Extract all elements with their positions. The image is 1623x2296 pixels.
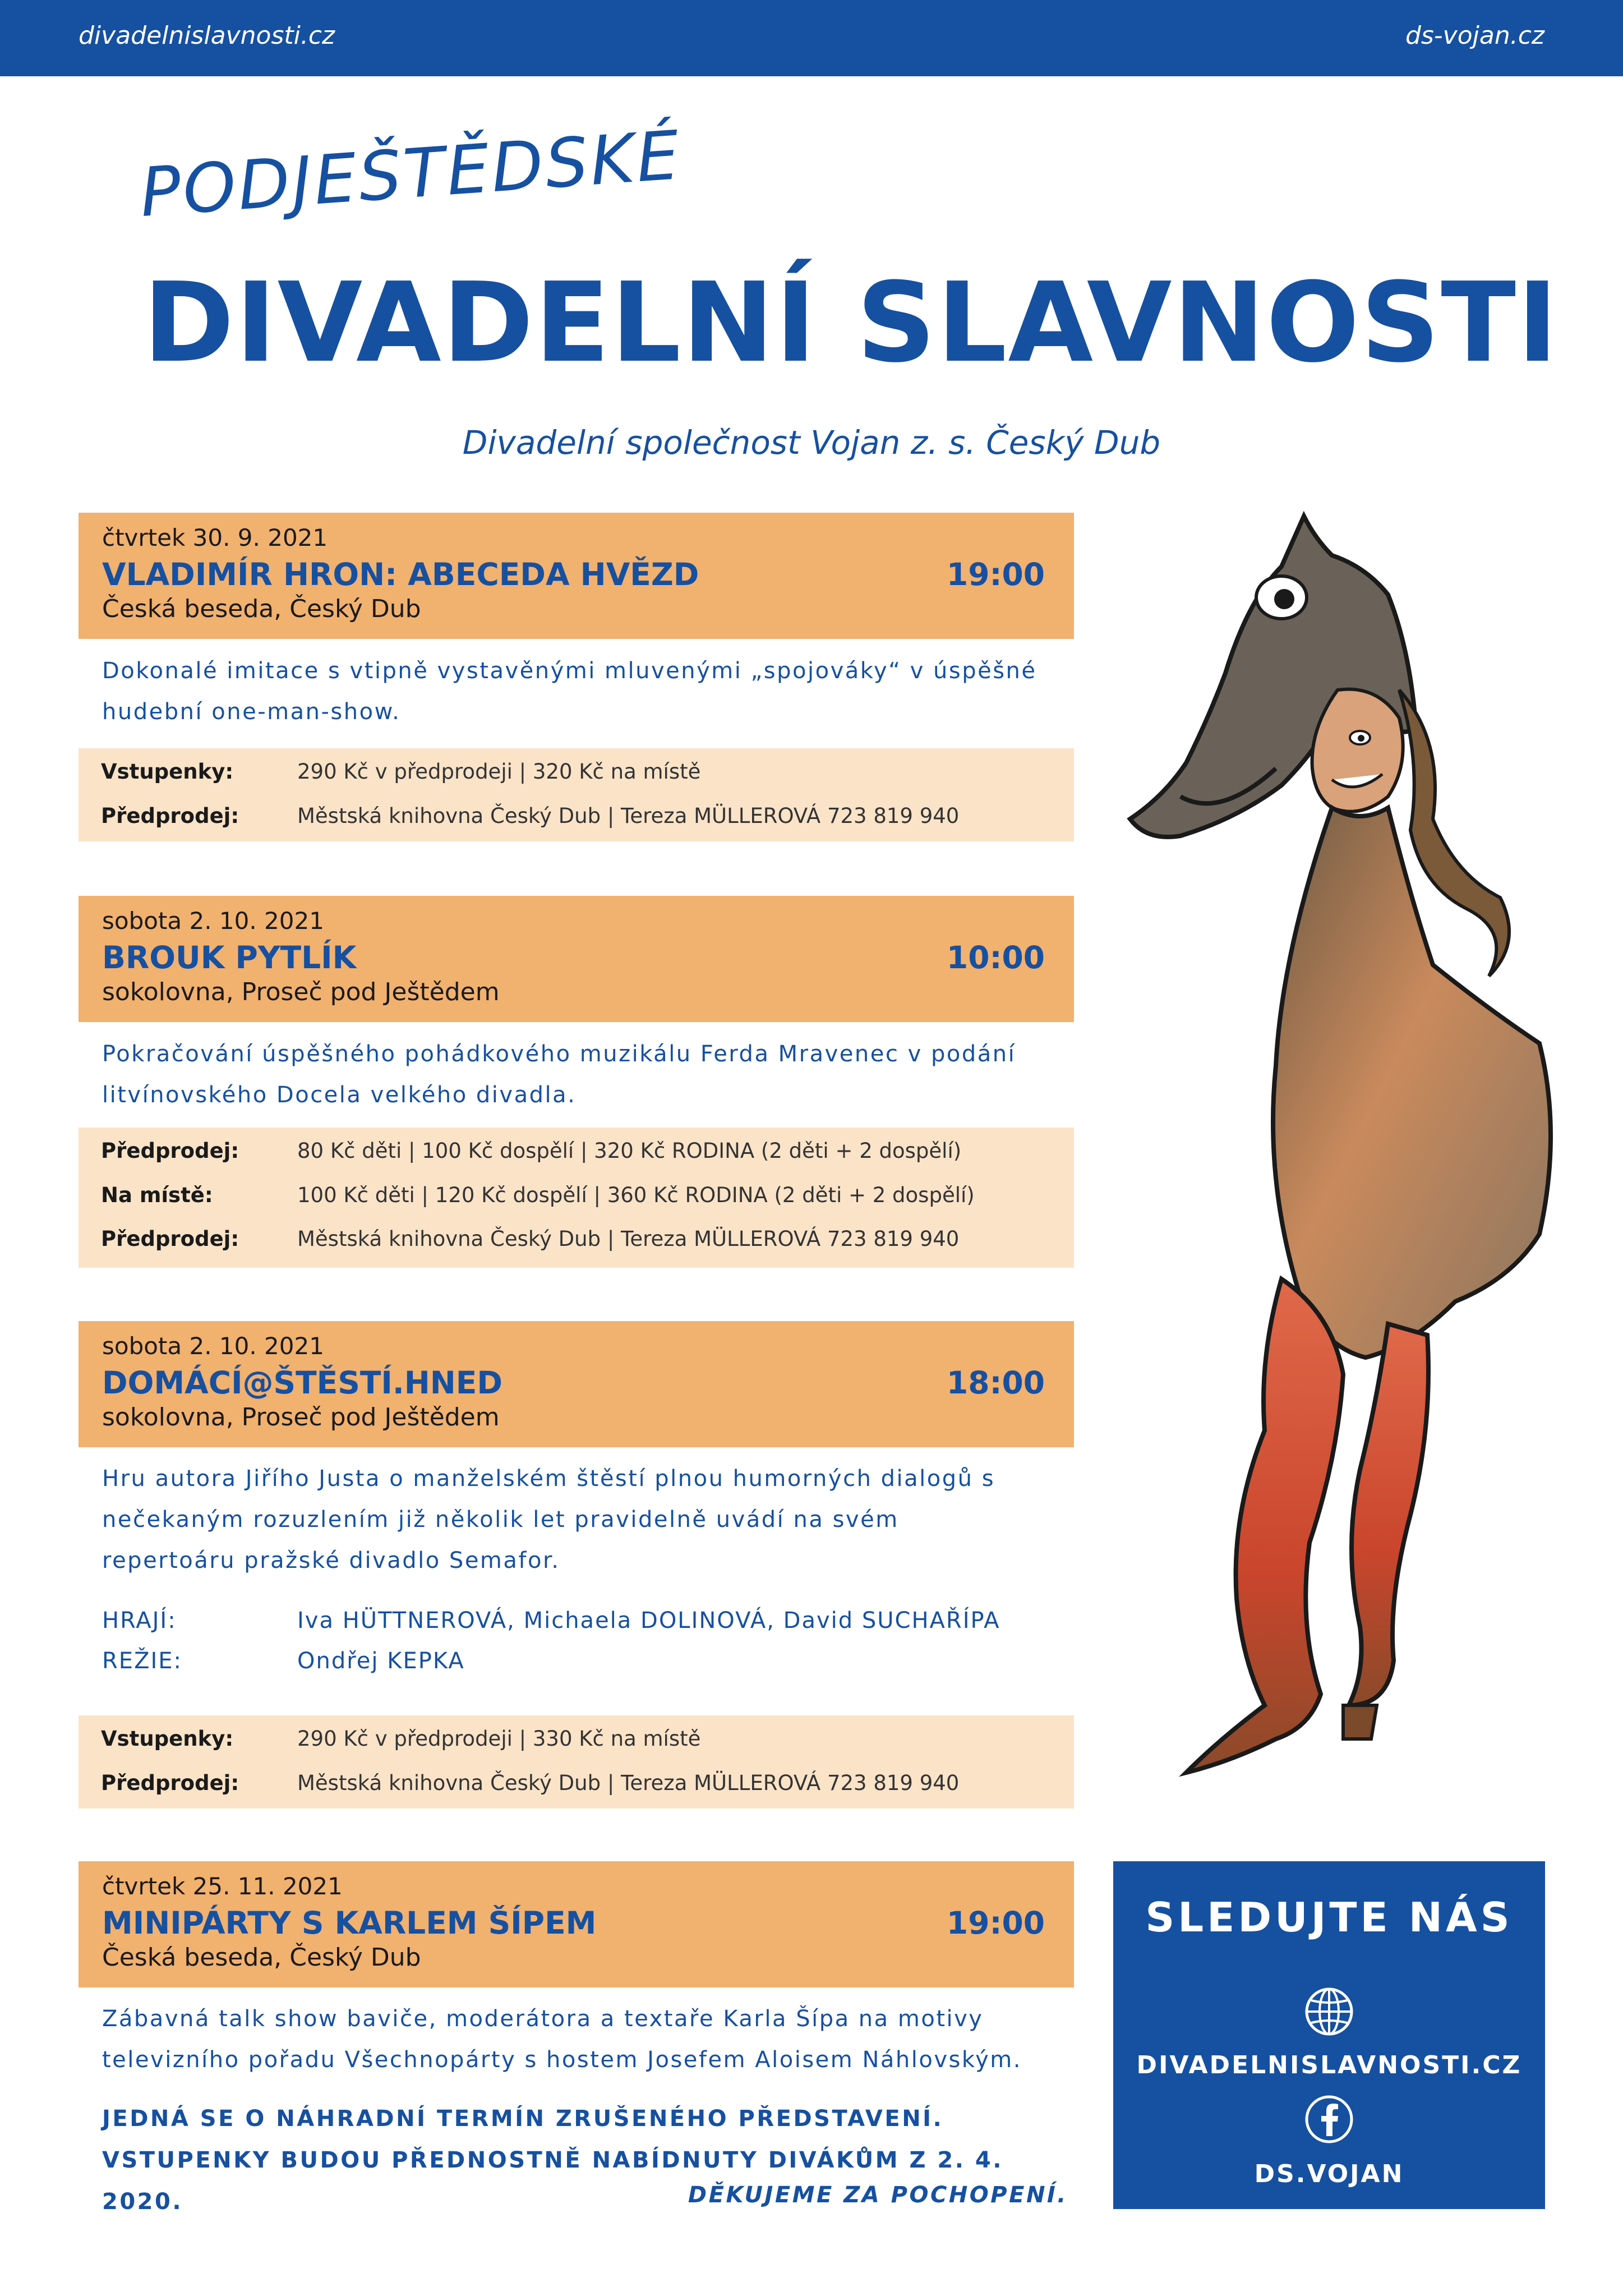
info-value: Městská knihovna Český Dub | Tereza MÜLLEROVÁ 723 819 940: [297, 1771, 960, 1795]
horse-figure-illustration: [1096, 505, 1562, 1818]
info-value: 80 Kč děti | 100 Kč dospělí | 320 Kč RODINA (2 děti + 2 dospělí): [297, 1139, 962, 1163]
facebook-icon: [1301, 2091, 1357, 2147]
event-header: [79, 1861, 1074, 1987]
info-key: Na místě:: [101, 1183, 213, 1207]
follow-us-box: [1113, 1861, 1545, 2209]
description-line: Dokonalé imitace s vtipně vystavěnými mluvenými „spojováky“ v úspěšné: [102, 658, 1037, 684]
event-date: čtvrtek 25. 11. 2021: [102, 1872, 343, 1900]
cast-key: REŽIE:: [102, 1648, 183, 1674]
info-key: Předprodej:: [101, 804, 239, 828]
website-link[interactable]: DIVADELNISLAVNOSTI.CZ: [1136, 2051, 1522, 2079]
event-description: [102, 1034, 1089, 1116]
description-line: televizního pořadu Všechnopárty s hostem Josefem Aloisem Náhlovským.: [102, 2047, 1022, 2073]
header-vojan-link[interactable]: ds-vojan.cz: [1405, 21, 1544, 50]
info-key: Vstupenky:: [101, 760, 234, 784]
description-line: hudební one-man-show.: [102, 699, 401, 725]
top-bar: [0, 0, 1623, 76]
event-time: 19:00: [946, 556, 1045, 592]
event-date: čtvrtek 30. 9. 2021: [102, 524, 328, 551]
ticket-info: [79, 1715, 1074, 1809]
ticket-info: [79, 1128, 1074, 1268]
cast-value: Iva HÜTTNEROVÁ, Michaela DOLINOVÁ, David SUCHAŘÍPA: [297, 1608, 1000, 1634]
info-key: Vstupenky:: [101, 1727, 234, 1751]
info-value: 100 Kč děti | 120 Kč dospělí | 360 Kč RODINA (2 děti + 2 dospělí): [297, 1183, 975, 1207]
info-key: Předprodej:: [101, 1227, 239, 1251]
cast-key: HRAJÍ:: [102, 1608, 177, 1634]
notice-line: JEDNÁ SE O NÁHRADNÍ TERMÍN ZRUŠENÉHO PŘEDSTAVENÍ.: [102, 2106, 944, 2132]
ticket-info: [79, 748, 1074, 841]
event-time: 18:00: [946, 1365, 1045, 1401]
event-header: [79, 1321, 1074, 1447]
event-title: DOMÁCÍ@ŠTĚSTÍ.HNED: [102, 1365, 503, 1401]
event-time: 10:00: [946, 940, 1045, 976]
main-title: DIVADELNÍ SLAVNOSTI: [143, 259, 1559, 387]
thanks-note: DĚKUJEME ZA POCHOPENÍ.: [688, 2182, 1068, 2208]
event-place: Česká beseda, Český Dub: [102, 595, 421, 623]
description-line: Zábavná talk show baviče, moderátora a textaře Karla Šípa na motivy: [102, 2006, 984, 2032]
description-line: nečekaným rozuzlením již několik let pravidelně uvádí na svém: [102, 1507, 899, 1533]
facebook-link[interactable]: DS.VOJAN: [1254, 2160, 1404, 2188]
event-title: VLADIMÍR HRON: ABECEDA HVĚZD: [102, 556, 699, 592]
description-line: Pokračování úspěšného pohádkového muzikálu Ferda Mravenec v podání: [102, 1041, 1016, 1067]
globe-icon: [1301, 1984, 1357, 2040]
event-title: BROUK PYTLÍK: [102, 940, 357, 976]
handwritten-title: PODJEŠTĚDSKÉ: [137, 116, 684, 232]
cast-value: Ondřej KEPKA: [297, 1648, 465, 1674]
info-key: Předprodej:: [101, 1139, 239, 1163]
event-date: sobota 2. 10. 2021: [102, 1332, 324, 1360]
subtitle: Divadelní společnost Vojan z. s. Český Dub: [462, 424, 1161, 462]
description-line: repertoáru pražské divadlo Semafor.: [102, 1548, 560, 1573]
event-place: sokolovna, Proseč pod Ještědem: [102, 1403, 500, 1432]
info-key: Předprodej:: [101, 1771, 239, 1795]
event-title: MINIPÁRTY S KARLEM ŠÍPEM: [102, 1905, 597, 1941]
follow-heading: SLEDUJTE NÁS: [1145, 1894, 1513, 1941]
event-description: [102, 1999, 1089, 2081]
info-value: Městská knihovna Český Dub | Tereza MÜLLEROVÁ 723 819 940: [297, 804, 960, 828]
event-header: [79, 896, 1074, 1022]
info-value: Městská knihovna Český Dub | Tereza MÜLLEROVÁ 723 819 940: [297, 1227, 960, 1251]
info-value: 290 Kč v předprodeji | 330 Kč na místě: [297, 1727, 701, 1751]
event-date: sobota 2. 10. 2021: [102, 907, 324, 935]
description-line: Hru autora Jiřího Justa o manželském štěstí plnou humorných dialogů s: [102, 1466, 995, 1492]
description-line: litvínovského Docela velkého divadla.: [102, 1082, 577, 1108]
event-header: [79, 513, 1074, 639]
info-value: 290 Kč v předprodeji | 320 Kč na místě: [297, 760, 701, 784]
event-description: [102, 651, 1089, 733]
notice-line: VSTUPENKY BUDOU PŘEDNOSTNĚ NABÍDNUTY DIVÁKŮM Z 2. 4. 2020.: [102, 2147, 1003, 2215]
event-time: 19:00: [946, 1905, 1045, 1941]
event-description: [102, 1458, 1089, 1581]
header-web-link[interactable]: divadelnislavnosti.cz: [79, 21, 335, 50]
event-place: Česká beseda, Český Dub: [102, 1943, 421, 1972]
event-place: sokolovna, Proseč pod Ještědem: [102, 978, 500, 1006]
